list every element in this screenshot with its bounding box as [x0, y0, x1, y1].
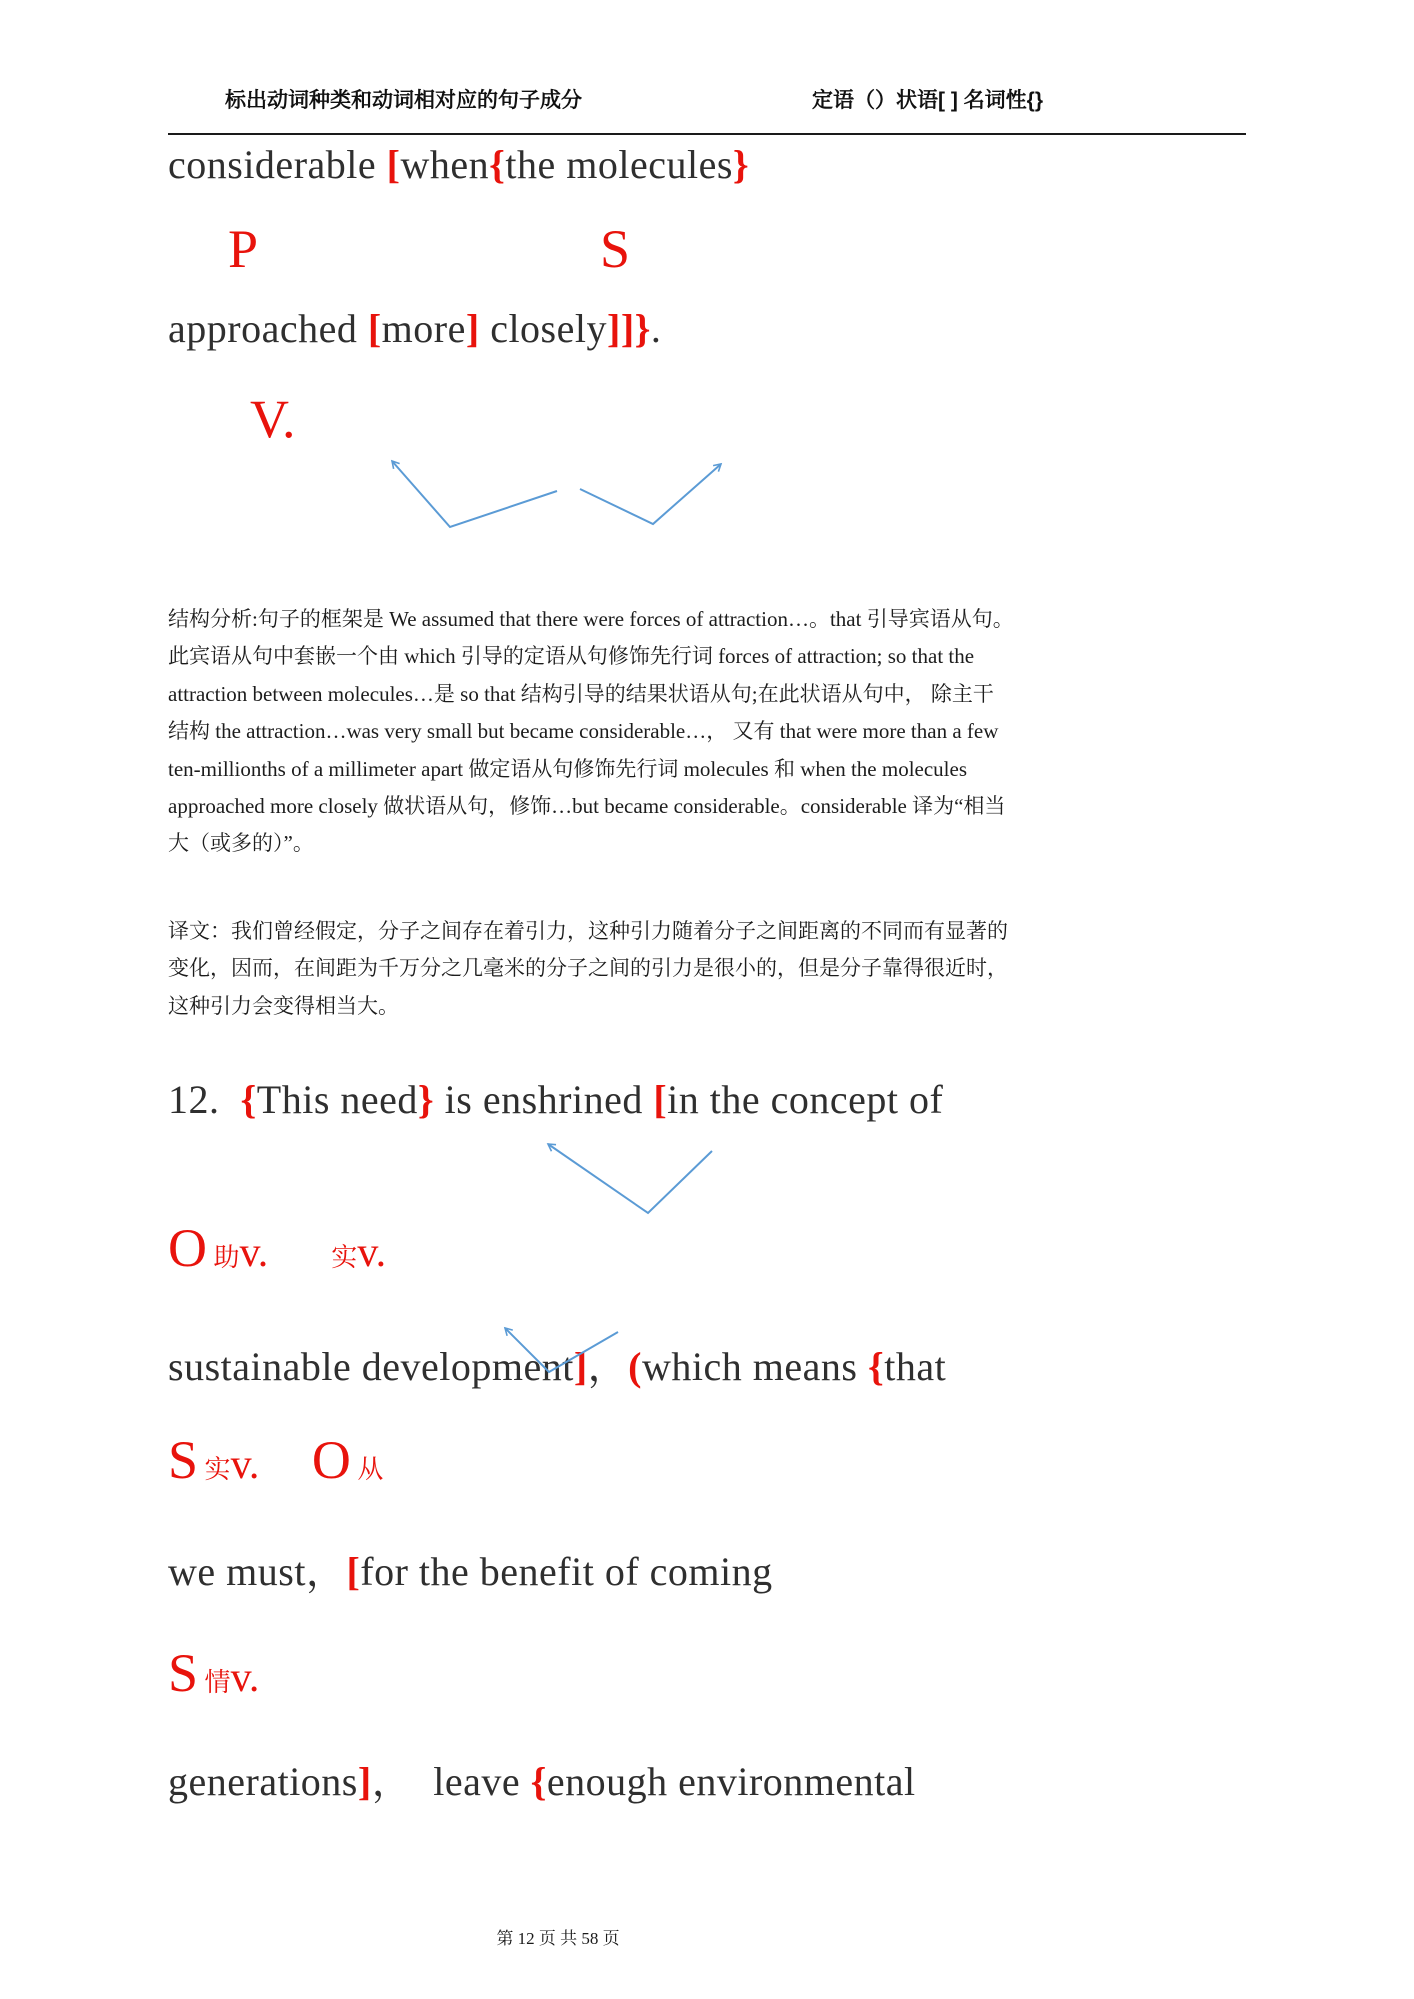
- sentence12-labels-o: O 助v. 实v.: [168, 1218, 387, 1278]
- arrow-to-enshrined: [548, 1144, 712, 1213]
- sentence12-line3: we must，[for the benefit of coming: [168, 1549, 773, 1594]
- sentence12-labels-s-o: S 实v. O 从: [168, 1430, 384, 1490]
- page-number: 第 12 页 共 58 页: [496, 1929, 620, 1948]
- sentence12-line2: sustainable development]，(which means {that: [168, 1344, 947, 1389]
- sentence12-labels-s: S 情v.: [168, 1643, 260, 1703]
- sentence11-ps-labels: [168, 219, 868, 282]
- arrow-to-closely: [580, 464, 721, 524]
- sentence11-line1: considerable [when{the molecules}: [168, 142, 750, 187]
- label-verb-v: V.: [250, 389, 296, 449]
- header-notation-legend: 定语（）状语[ ] 名词性{}: [812, 89, 1043, 112]
- translation-paragraph: 译文：我们曾经假定，分子之间存在着引力，这种引力随着分子之间距离的不同而有显著的 变化，因而，在间距为千万分之几毫米的分子之间的引力是很小的，但是分子靠得很近时， 这种引力会变得相当大。: [168, 919, 1008, 1018]
- sentence12-line1: 12. {This need} is enshrined [in the concept of: [168, 1077, 944, 1122]
- label-subject-s: S: [600, 219, 631, 279]
- sentence11-line2: approached [more] closely]]}.: [168, 306, 662, 351]
- header-instruction: 标出动词种类和动词相对应的句子成分: [225, 89, 582, 112]
- sentence12-line4: generations]， leave {enough environmental: [168, 1759, 916, 1804]
- arrow-to-approached: [392, 461, 557, 527]
- structure-analysis-paragraph: 结构分析:句子的框架是 We assumed that there were forces of attraction…。that 引导宾语从句。 此宾语从句中套嵌一个由 which 引导的定语从句修饰先行词 forces of attraction; so that the attraction between molecules…是 so that 结构引导的结果状语从句;在此状语从句中， 除主干 结构 the attraction…was very small but became considerable…， 又有 that were more than a few ten-millionths of a millimeter apart 做定语从句修饰先行词 molecules 和 when the molecules approached more closely 做状语从句，修饰…but became considerable。considerable 译为“相当 大（或多的）”。: [168, 607, 1014, 856]
- label-predicate-p: P: [228, 219, 259, 279]
- header-divider: [168, 133, 1246, 135]
